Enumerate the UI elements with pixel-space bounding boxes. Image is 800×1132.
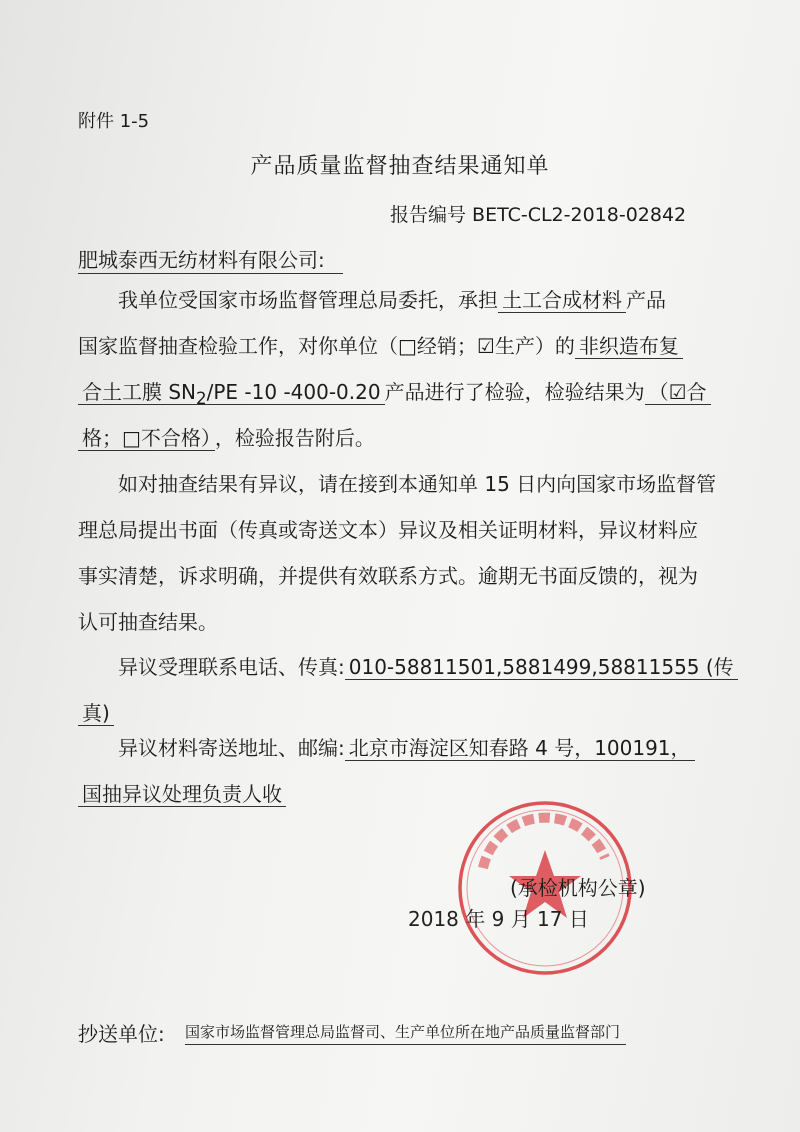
paragraph-inspection [78,277,726,461]
paragraph-objection [78,461,726,645]
mailing-address: 北京市海淀区知春路 4 号，100191， [345,736,695,761]
document-title: 产品质量监督抽查结果通知单 [250,154,550,179]
contact-phone: 010-58811501,5881499,58811555 (传 [345,655,738,680]
attachment-label: 附件 1-5 [78,111,150,132]
paragraph-contact [78,644,734,736]
contact-phone-cont: 真) [78,701,114,726]
report-number: 报告编号 BETC-CL2-2018-02842 [390,204,687,226]
text-segment: ，检验报告附后。 [214,426,375,450]
text-segment: 国家监督抽查检验工作，对你单位（□经销；☑生产）的 [78,334,575,358]
addressee: 肥城泰西无纺材料有限公司: [78,244,343,274]
product-category: 土工合成材料 [498,288,626,313]
mailing-address-cont: 国抽异议处理负责人收 [78,782,286,807]
text-line: 如对抽查结果有异议，请在接到本通知单 15 日内向国家市场监督管 [118,472,717,496]
address-label: 异议材料寄送地址、邮编: [118,736,345,760]
result-part: （☑合 [645,380,711,405]
text-line: 理总局提出书面（传真或寄送文本）异议及相关证明材料，异议材料应 [78,518,698,542]
product-model-text: 合土工膜 SN [82,380,197,404]
subscript: 2 [196,389,207,408]
product-name-part: 非织造布复 [575,334,683,359]
text-segment: 产品 [626,288,666,312]
text-segment: 产品进行了检验，检验结果为 [384,380,645,404]
contact-label: 异议受理联系电话、传真: [118,655,345,679]
cc-recipients: 国家市场监督管理总局监督司、生产单位所在地产品质量监督部门 [185,1021,626,1045]
seal-label: (承检机构公章) [510,876,646,900]
text-segment: 我单位受国家市场监督管理总局委托，承担 [118,288,498,312]
cc-label: 抄送单位: [78,1022,165,1046]
issue-date: 2018 年 9 月 17 日 [408,907,589,931]
text-line: 事实清楚，诉求明确，并提供有效联系方式。逾期无书面反馈的，视为 [78,564,698,588]
product-model-text: /PE -10 -400-0.20 [206,380,381,404]
text-line: 认可抽查结果。 [78,610,218,634]
result-part: 格；□不合格） [78,426,215,451]
product-model [78,380,385,408]
